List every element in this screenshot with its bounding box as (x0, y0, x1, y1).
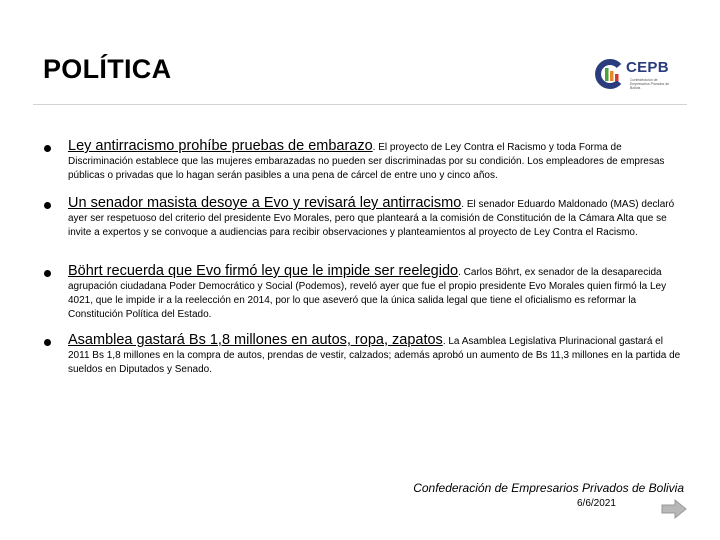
news-headline[interactable]: Un senador masista desoye a Evo y revisará ley antirracismo (68, 195, 462, 211)
arrow-right-icon (660, 498, 688, 520)
news-item (44, 333, 684, 377)
news-item (44, 264, 684, 322)
news-body: El senador Eduardo Maldonado (MAS) declaró ayer ser respetuoso del criterio del presidente Evo Morales, pero que planteará a la comisión de Constitución de la Cámara Alta que se invite a expertos y se convoque a audiencias para recibir observaciones y planteamientos al proyecto de Ley Contra el Racismo. (68, 199, 675, 238)
footer-date: 6/6/2021 (577, 498, 616, 509)
news-body: Carlos Böhrt, ex senador de la desaparecida agrupación ciudadana Poder Democrático y Social (Podemos), reveló ayer que fue el propio presidente Evo Morales quien firmó la Ley 4021, que le impide ir a la reelección en 2014, por lo que aseveró que la única salida legal que tiene el oficialismo es reformar la Constitución Política del Estado. (68, 267, 667, 320)
headline-period: . (372, 142, 376, 153)
news-body: El proyecto de Ley Contra el Racismo y toda Forma de Discriminación establece que las mujeres embarazadas no pueden ser discriminadas por su condición. Los empleadores de empresas públicas o privadas que lo hagan serán pasibles a una pena de cárcel de entre uno y cinco años. (68, 142, 665, 181)
news-item (44, 196, 684, 240)
news-body: La Asamblea Legislativa Plurinacional gastará el 2011 Bs 1,8 millones en la compra de autos, prendas de vestir, calzados; además aprobó un aumento de Bs 11,3 millones en la partida de sueldos en Diputados y Senado. (68, 336, 681, 375)
logo-subtitle: Confederación de Empresarios Privados de Bolivia (630, 78, 670, 90)
title-divider (33, 104, 687, 105)
next-slide-button[interactable] (660, 498, 688, 520)
bullet-icon (44, 270, 51, 277)
page-title: POLÍTICA (43, 54, 172, 84)
cepb-logo-icon (592, 57, 626, 91)
news-item (44, 139, 684, 183)
footer-organization: Confederación de Empresarios Privados de Bolivia (413, 481, 684, 495)
news-headline[interactable]: Ley antirracismo prohíbe pruebas de embarazo (68, 138, 373, 154)
headline-period: . (461, 199, 465, 210)
news-headline[interactable]: Böhrt recuerda que Evo firmó ley que le impide ser reelegido (68, 263, 459, 279)
news-headline[interactable]: Asamblea gastará Bs 1,8 millones en autos, ropa, zapatos (68, 332, 443, 348)
cepb-logo (592, 56, 676, 92)
bullet-icon (44, 145, 51, 152)
bullet-icon (44, 202, 51, 209)
headline-period: . (458, 267, 461, 278)
bullet-icon (44, 339, 51, 346)
logo-name: CEPB (626, 59, 669, 76)
headline-period: . (442, 336, 446, 347)
